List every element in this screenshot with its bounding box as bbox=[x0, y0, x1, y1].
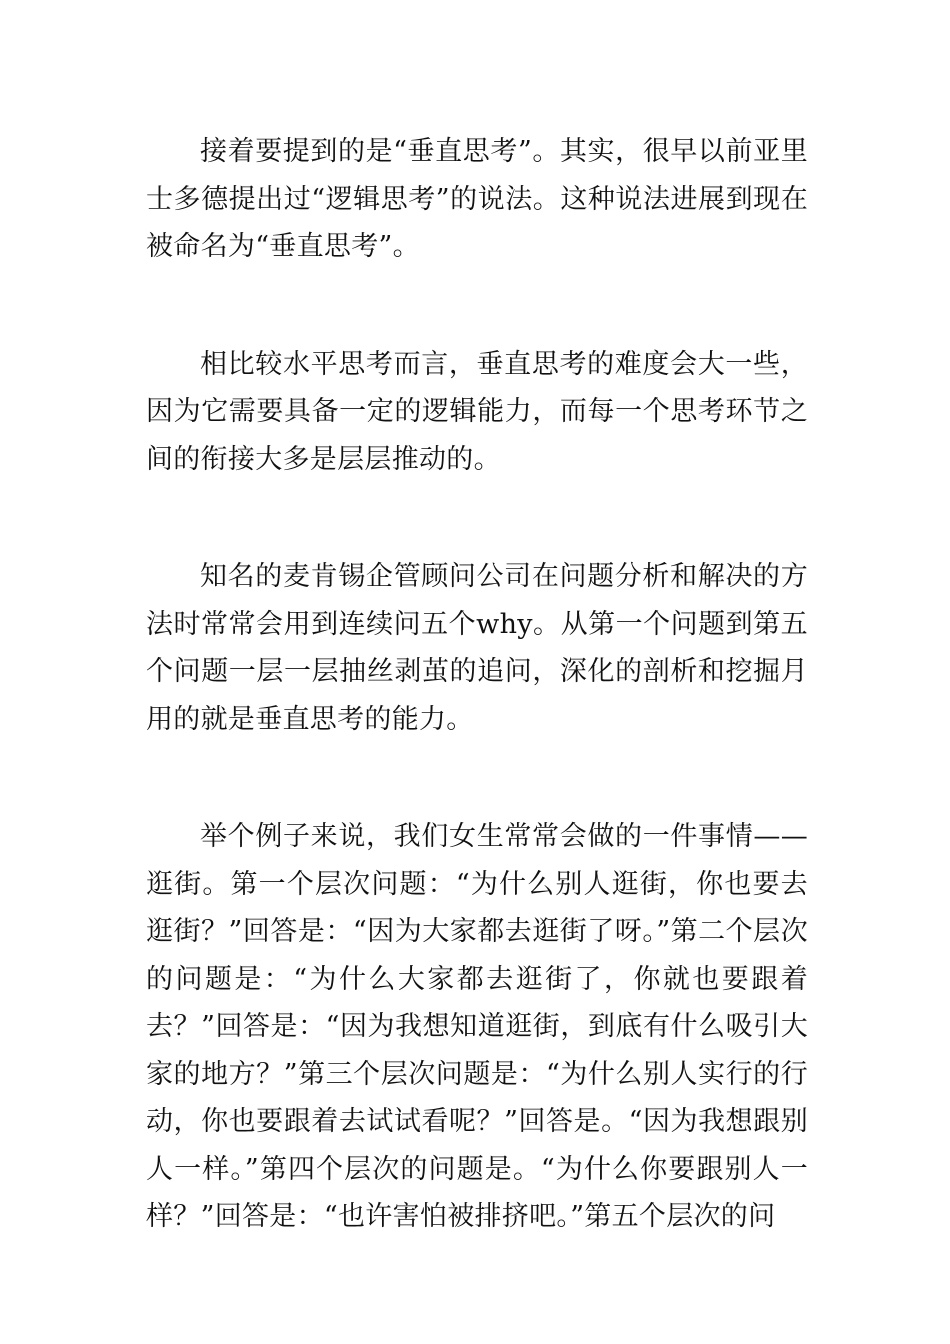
document-page bbox=[146, 128, 808, 1241]
paragraph-shopping-example: 举个例子来说，我们女生常常会做的一件事情——逛街。第一个层次问题：“为什么别人逛街，你也要去逛街？”回答是：“因为大家都去逛街了呀。”第二个层次的问题是：“为什么大家都去逛街了，你就也要跟着去？”回答是：“因为我想知道逛街，到底有什么吸引大家的地方？”第三个层次问题是：“为什么别人实行的行动，你也要跟着去试试看呢？”回答是。“因为我想跟别人一样。”第四个层次的问题是。“为什么你要跟别人一样？”回答是：“也许害怕被排挤吧。”第五个层次的问 bbox=[146, 821, 808, 1232]
paragraph-vertical-thinking-intro: 接着要提到的是“垂直思考”。其实，很早以前亚里士多德提出过“逻辑思考”的说法。这种说法进展到现在被命名为“垂直思考”。 bbox=[146, 136, 808, 262]
paragraph-mckinsey-five-why: 知名的麦肯锡企管顾问公司在问题分析和解决的方法时常常会用到连续问五个why。从第一个问题到第五个问题一层一层抽丝剥茧的追问，深化的剖析和挖掘月用的就是垂直思考的能力。 bbox=[146, 561, 808, 735]
paragraph-difficulty: 相比较水平思考而言，垂直思考的难度会大一些，因为它需要具备一定的逻辑能力，而每一个思考环节之间的衔接大多是层层推动的。 bbox=[146, 348, 808, 475]
